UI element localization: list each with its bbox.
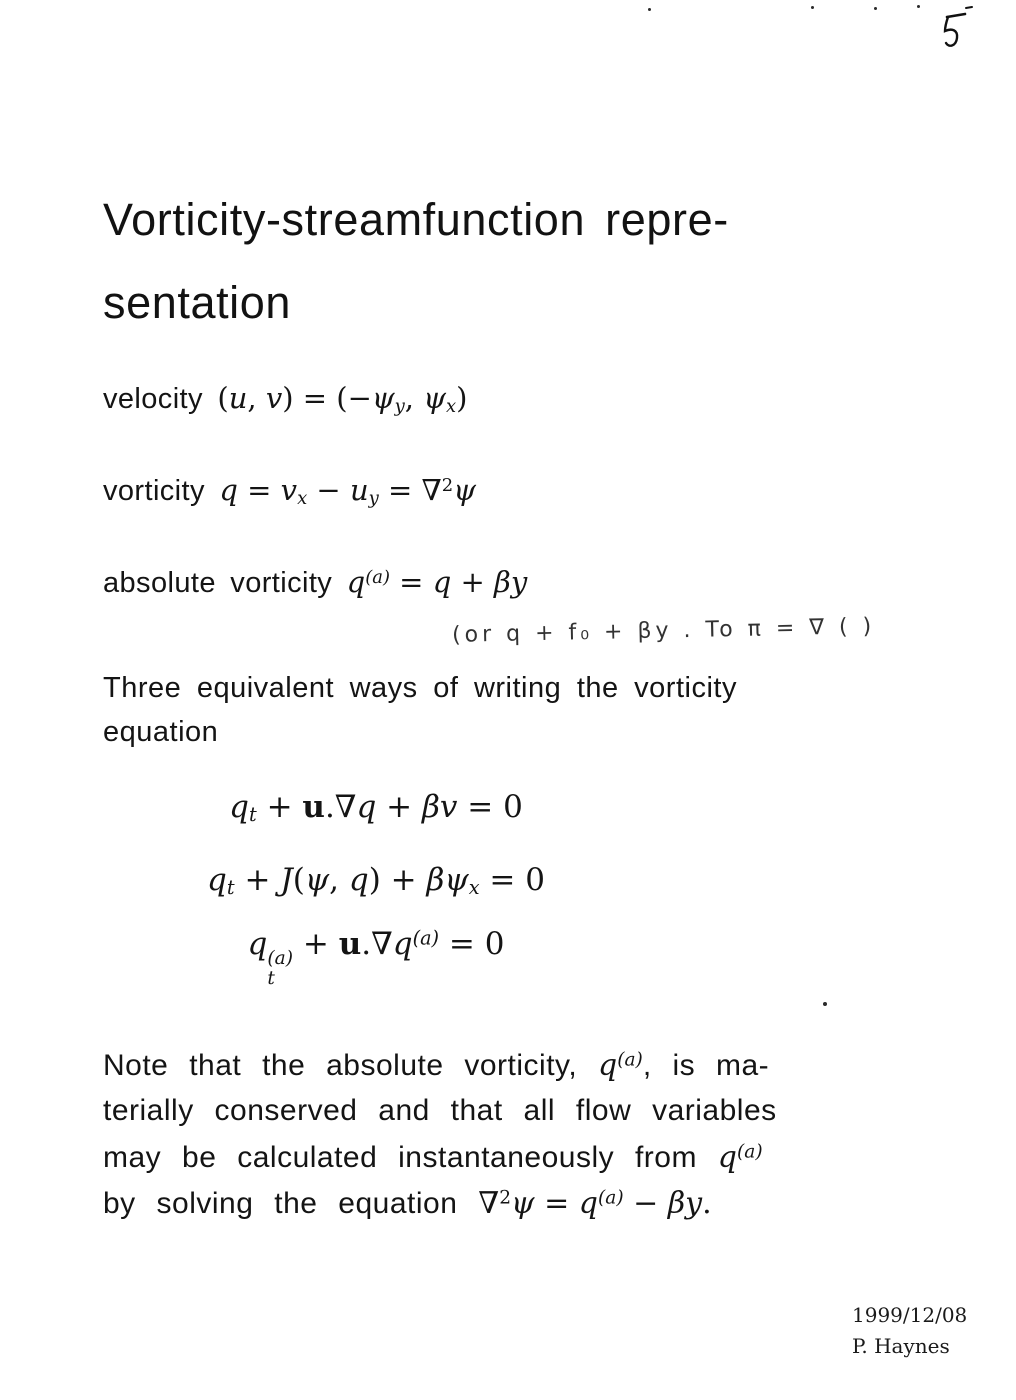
math-token: =	[534, 1186, 579, 1221]
math-token: q	[346, 565, 366, 599]
intro-line1: Three equivalent ways of writing the vorticity	[103, 672, 737, 704]
math-token: ψ	[423, 381, 446, 415]
math-token: ) +	[368, 862, 427, 898]
math-token: u	[338, 926, 362, 962]
handwritten-page-number	[936, 4, 976, 61]
math-token: .∇	[361, 926, 393, 962]
velocity-definition	[103, 381, 467, 417]
math-token: +	[234, 862, 281, 898]
scan-speck	[874, 7, 877, 10]
footer-author: P. Haynes	[852, 1334, 950, 1358]
math-token: absolute vorticity	[103, 567, 347, 599]
math-token: ψ	[304, 862, 330, 898]
math-token: q	[229, 789, 249, 825]
note-line3	[103, 1140, 763, 1175]
footer-date: 1999/12/08	[852, 1303, 968, 1327]
math-token: J	[280, 862, 293, 898]
math-token: by solving the equation	[103, 1187, 479, 1220]
math-token: 2	[499, 1187, 512, 1209]
math-token: βv	[422, 789, 458, 825]
note-line1	[103, 1048, 769, 1083]
math-token: −	[623, 1186, 668, 1221]
page-title	[103, 178, 963, 344]
math-token: t	[249, 803, 257, 827]
math-token: (a)	[737, 1141, 763, 1163]
math-token: = 0	[439, 926, 505, 962]
math-token: u	[349, 473, 369, 507]
math-token: terially conserved and that all flow variables	[103, 1094, 777, 1127]
math-token: q	[356, 789, 377, 825]
math-token: v	[265, 381, 283, 415]
math-token: βψ	[426, 862, 469, 898]
math-token: ,	[329, 862, 349, 898]
math-token: (	[292, 862, 305, 898]
math-token: ∇	[478, 1186, 500, 1221]
note-line4	[103, 1186, 712, 1221]
equations-intro-paragraph	[103, 666, 893, 754]
vorticity-definition	[103, 473, 476, 509]
handwritten-five-icon	[936, 4, 976, 56]
math-token: velocity	[103, 383, 218, 415]
math-token: x	[297, 487, 308, 509]
vorticity-equation-advective-form	[0, 789, 752, 826]
math-token: (a)	[617, 1049, 643, 1071]
scan-speck	[648, 8, 651, 11]
math-token: ψ	[453, 473, 476, 507]
vorticity-equation-jacobian-form	[0, 862, 752, 899]
scan-speck	[917, 5, 920, 8]
math-token: may be calculated instantaneously from	[103, 1141, 718, 1174]
math-token: βy	[494, 565, 528, 599]
page-title-line1: Vorticity-streamfunction repre-	[103, 194, 729, 245]
math-token: ψ	[511, 1186, 535, 1221]
intro-line2: equation	[103, 716, 219, 748]
footer	[852, 1300, 967, 1362]
math-token: (a)	[365, 567, 390, 589]
scan-speck	[811, 6, 814, 9]
math-token: ,	[247, 381, 266, 415]
vorticity-equation-absolute-form	[0, 926, 752, 988]
math-token: ψ	[371, 381, 395, 415]
math-token: ,	[404, 381, 424, 415]
math-token: (	[217, 381, 229, 415]
math-token: q	[219, 473, 238, 507]
math-token: q	[207, 862, 227, 898]
math-token: q	[578, 1186, 598, 1221]
math-token: q	[392, 926, 413, 962]
math-token: u	[228, 381, 248, 415]
math-token: v	[280, 473, 298, 507]
math-token: = 0	[479, 862, 545, 898]
math-token: x	[445, 395, 457, 417]
math-token: Note that the absolute vorticity,	[103, 1049, 598, 1082]
math-token: q	[717, 1140, 738, 1175]
math-token: q	[598, 1048, 618, 1083]
page-title-line2: sentation	[103, 277, 292, 328]
math-token: +	[293, 926, 339, 962]
math-token: u	[302, 789, 325, 825]
math-token: = ∇	[378, 473, 442, 507]
math-token	[267, 949, 293, 988]
math-token: = 0	[457, 789, 523, 825]
math-token: =	[237, 473, 281, 507]
scan-speck	[823, 1002, 827, 1006]
math-token: .	[702, 1186, 712, 1221]
math-token: −	[307, 473, 350, 507]
note-line2	[103, 1094, 777, 1128]
math-token: +	[376, 789, 422, 825]
math-token: y	[394, 395, 405, 417]
handwritten-annotation: (or q + f₀ + βy . To π = ∇ ( )	[451, 614, 876, 648]
math-token: )	[456, 381, 468, 415]
math-subscript: t	[267, 967, 275, 989]
math-token: q	[432, 565, 452, 599]
math-token: +	[451, 565, 495, 599]
math-token: t	[226, 876, 235, 900]
absolute-vorticity-definition	[103, 565, 527, 600]
math-token: y	[368, 487, 379, 509]
math-token: q	[348, 862, 369, 898]
math-token: (a)	[598, 1187, 624, 1209]
math-token: +	[256, 789, 303, 825]
math-token: (a)	[412, 926, 440, 950]
math-token: x	[468, 876, 480, 900]
math-token: 2	[441, 475, 454, 497]
math-superscript: (a)	[267, 948, 293, 970]
math-token: =	[389, 565, 433, 599]
math-token: .∇	[324, 789, 357, 825]
math-token: vorticity	[103, 475, 220, 507]
math-token: ) = (−	[282, 381, 372, 415]
math-token: q	[247, 926, 268, 962]
math-token: , is ma-	[642, 1049, 770, 1082]
math-token: βy	[667, 1186, 703, 1221]
